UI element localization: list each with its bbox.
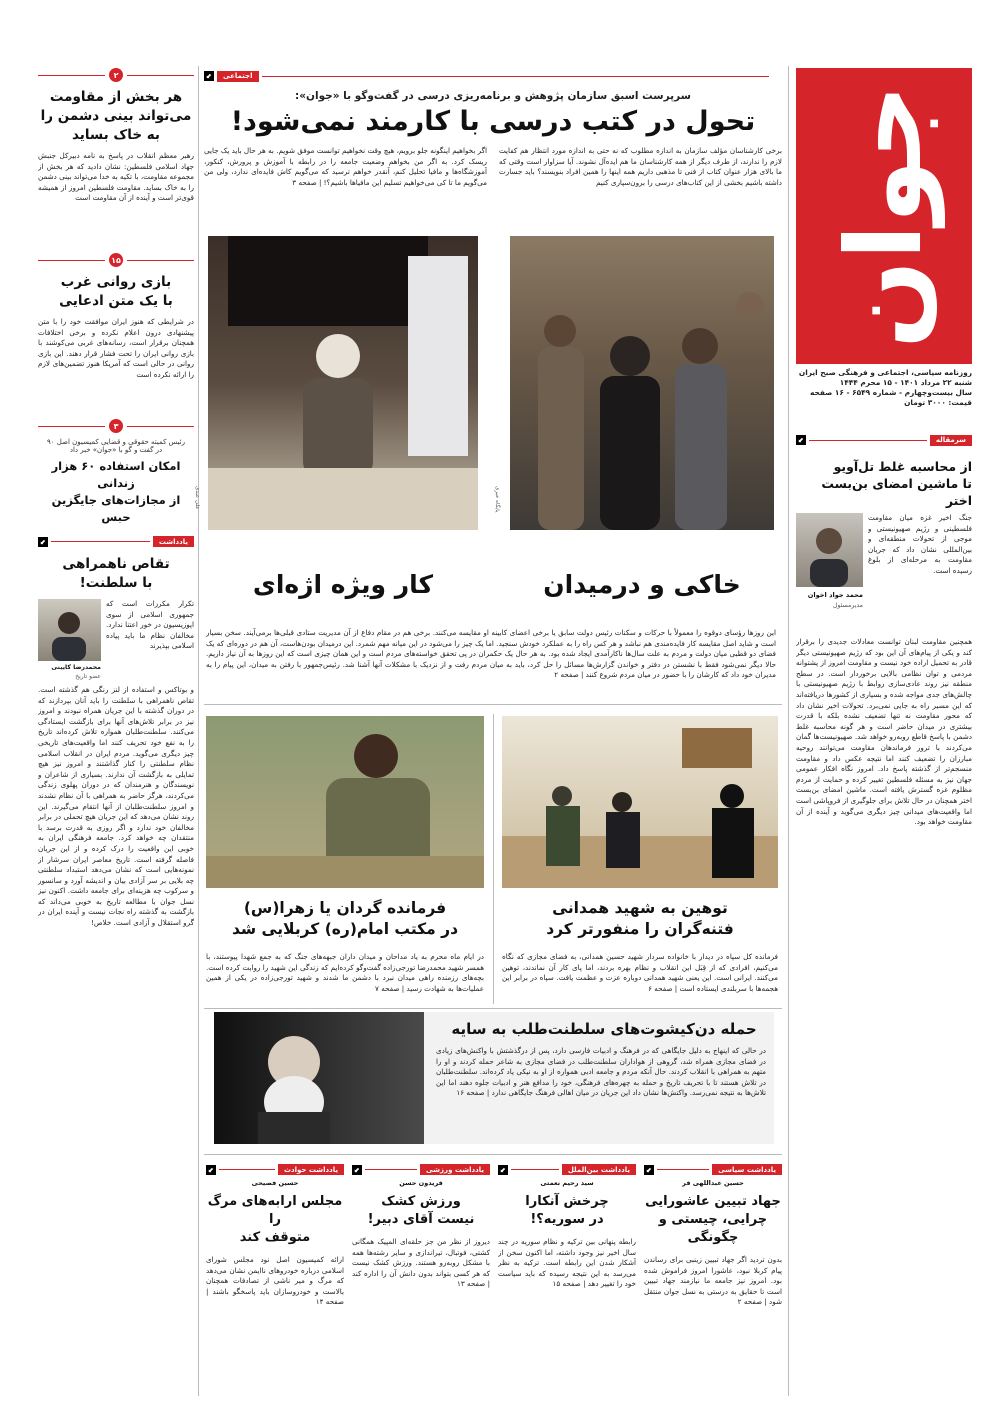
- story-chamran: [214, 1012, 774, 1144]
- raisi-text: این روزها رؤسای دوقوه را معمولاً با حرکات و سکنات رئیس دولت سابق یا برخی اعضای کابینه او مقایسه می‌کنند. برخی هم در مقام دفاع از آن مدیریت ستادی قبلی‌ها برمی‌آیند. سخن بسیار است و شاید اصل مقایسه کار فایده‌مندی هم نباشد و هر کس راه را به عملکرد خودش سنجید. اما یک چیز را می‌شود در این میانه مهم شمرد. این درمیدان بودن‌هاست، آن هم در دوره‌ای که یک فضای دو قطبی میان دولت و مردم به علت سال‌ها ناکارآمدی ایجاد شده بود. به هر حال یک حکمران در پی تحقق خواسته‌های مردم است و این همان چیزی است که این روزها به آن نیاز داریم. حالا دیگر نمی‌شود فقط با نشستن در دفتر و خواندن گزارش‌ها مسائل را حل کرد، باید به میان مردم رفت و از نزدیک با مشکلات آنها آشنا شد. رئیس‌جمهور با رفتن به میدان، این پیام را به مدیران خود داد که کارشان را با حضور در میان مردم شروع کنند | صفحه ۲: [206, 628, 776, 680]
- left-column: ۲ هر بخش از مقاومت می‌تواند بینی دشمن را به خاک بساید رهبر معظم انقلاب در پاسخ به نامه دبیرکل جنبش جهاد اسلامی فلسطین: نشان دادید که هر بخش از مجموعه مقاومت، با تکیه به خدا می‌تواند بینی دشمن را به خاک بساید. مقاومت فلسطین امروز از همیشه قوی‌تر است و آینده از آن مقاومت است ۱۵ بازی روانی غرب با یک متن ادعایی در شرایطی که هنوز ایران موافقت خود را با متن پیشنهادی درون اعلام نکرده و برخی اختلافات همچنان برقرار است، رسانه‌های غربی می‌کوشند با بازی روانی ایران را تحت فشار قرار دهند. این بازی روانی در حالی است که آمریکا هنوز تضمین‌های لازم را ارائه نکرده است ۳ رئیس کمیته حقوقی و قضایی کمیسیون اصل ۹۰ در گفت و گو با «جوان» خبر داد امکان استفاده ۶۰ هزار زندانی از مجازات‌های جایگزین حبس یادداشت ⬋ تقاص ناهمراهی با سلطنت! تکرار مکررات است که جمهوری اسلامی از سوی اپوزیسیون در خور اعتنا ندارد. مخالفان نظام ما باید پیاده اسلامی بپذیرند محمدرضا کایینی عضو تاریخ و بوتاکس و استفاده از لنز رنگی هم گذشته است. تقاص ناهمراهی با سلطنت را باید آنان بپردازند که در دوران گذشته با این جریان همراه نبودند و امروز نیز در برابر تلاش‌های آنها برای بازگشت ایستادگی می‌کنند. سلطنت‌طلبان همواره تلاش کرده‌اند تاریخ را به نفع خود تحریف کنند اما واقعیت‌های تاریخی چیز دیگری می‌گوید. مردم ایران در انقلاب اسلامی نظام سلطنتی را کنار گذاشتند و امروز نیز هیچ تمایلی به بازگشت آن ندارند. بسیاری از شاعران و نویسندگان و هنرمندان که در دوران پهلوی زندگی می‌کردند، هرگز حاضر به همراهی با آن نظام نشدند و امروز سلطنت‌طلبان از آنها انتقام می‌گیرند. این روند نشان می‌دهد که این جریان هیچ تحملی در برابر مخالفان خود ندارد و اگر روزی به قدرت برسد با منتقدان چه خواهد کرد. جامعه فرهنگی ایران به خوبی این واقعیت را درک کرده و از این جریان فاصله گرفته است. تاریخ معاصر ایران سرشار از نمونه‌هایی است که نشان می‌دهد استبداد سلطنتی چه بلایی بر سر آزادی بیان و اندیشه آورد و سانسور و سرکوب چه هزینه‌ای برای جامعه داشت. اکنون نیز نسل جوان با مطالعه تاریخ به خوبی می‌داند که بازگشت به گذشته راه نجات نیست و آینده ایران در گرو استقلال و آزادی است. خلاص!: [38, 68, 194, 1398]
- author-name: محمد جواد اخوان: [807, 591, 863, 599]
- photo-raisi-credit: پایگاه خبری: [494, 486, 500, 513]
- photo-raisi-caption: خاکی و درمیدان: [543, 570, 741, 599]
- note-author-photo: [38, 599, 101, 661]
- author-role: مدیرمسئول: [832, 602, 863, 609]
- photo-raisi: [510, 236, 774, 530]
- crowd-photo-icon: [510, 236, 774, 530]
- photo-hamedani: [502, 716, 778, 888]
- soldier-photo-icon: [206, 716, 484, 888]
- masthead: [796, 68, 972, 420]
- meeting-photo-icon: [502, 716, 778, 888]
- story-hamedani-headline: توهین به شهید همدانی فتنه‌گران را منفورتر کرد: [546, 899, 734, 938]
- person-icon: [38, 599, 101, 661]
- editorial-tagrow: [796, 434, 972, 446]
- story-hamedani-text: فرمانده کل سپاه در دیدار با خانواده سردار شهید حسین همدانی، به فضای مجازی که نگاه می‌کنیم، افرادی که از قِبَل این انقلاب و نظام بهره بردند، اما پای کار آن نماندند، توهین می‌کنند. ایرانی است. این یعنی شهید همدانی دوباره عزت و عظمت یافت. سپاه در برابر این هجمه‌ها با سربلندی ایستاده است | صفحه ۶: [502, 952, 778, 993]
- photo-ejei-caption: کار ویژه اژه‌ای: [252, 570, 434, 599]
- masthead-logo: جوان: [823, 83, 945, 349]
- note-tag: یادداشت: [153, 536, 194, 547]
- photo-right-block: [494, 236, 774, 618]
- arrow-icon: ⬋: [352, 1165, 362, 1175]
- bottom-note-1: یادداشت سیاسی ⬋ حسین عبداللهی فر جهاد تبیین عاشورایی چرایی، چیستی و چگونگی بدون تردید اگر جهاد تبیین زینبی برای رساندن پیام کربلا نبود، عاشورا امروز فراموش شده بود. امروز نیز جامعه ما نیازمند جهاد تبیین است تا حقایق به درستی به نسل جوان منتقل شود | صفحه ۲: [644, 1165, 782, 1307]
- top-story-tag: اجتماعی: [217, 71, 259, 82]
- portrait-photo-icon: [214, 1012, 424, 1144]
- masthead-issue: سال بیست‌وچهارم - شماره ۶۵۴۹ - ۱۶ صفحه: [810, 388, 972, 397]
- photo-zahra: [206, 716, 484, 888]
- editorial-text-short: جنگ اخیر غزه میان مقاومت فلسطینی و رژیم صهیونیستی و موجی از تحولات منطقه‌ای و بین‌المللی نشان داد که جریان مقاومت به مرحله‌ای از بلوغ رسیده است.: [868, 513, 972, 575]
- masthead-logo-block: [796, 68, 972, 364]
- story-zahra: [206, 716, 484, 1006]
- arrow-icon: ⬋: [498, 1165, 508, 1175]
- photo-ejei: [208, 236, 478, 530]
- story-zahra-headline: فرمانده گردان یا زهرا(س) در مکتب امام(ره) کربلایی شد: [231, 899, 459, 938]
- masthead-price: قیمت: ۳۰۰۰ تومان: [904, 398, 972, 407]
- bottom-note-3: یادداشت ورزشی ⬋ فریدون حسن ورزش کشک نیست آقای دبیر! دیروز از نظر من جز حلقه‌ای المپیک همگانی کشتی، فوتبال، تیراندازی و سایر رشته‌ها همه با مشکل روبه‌رو هستند. ورزش کشک نیست که هر کسی بتواند بدون دانش آن را اداره کند | صفحه ۱۳: [352, 1165, 490, 1289]
- top-story-headline: تحول در کتب درسی با کارمند نمی‌شود!: [230, 106, 756, 137]
- page-badge: ۳: [109, 419, 123, 433]
- story-chamran-headline: حمله دن‌کیشوت‌های سلطنت‌طلب به سایه: [451, 1020, 757, 1038]
- arrow-icon: ⬋: [796, 435, 806, 445]
- top-story: [204, 70, 782, 210]
- editorial-tag: سرمقاله: [930, 435, 972, 446]
- bottom-row: [204, 1164, 782, 1400]
- author-photo: [796, 513, 863, 587]
- masthead-desc: روزنامه سیاسی، اجتماعی و فرهنگی صبح ایران: [798, 368, 972, 377]
- story-zahra-text: در ایام ماه محرم به یاد مداحان و میدان داران جبهه‌های جنگ که به جمع شهدا پیوستند، با همسر شهید محمدرضا تورجی‌زاده گفت‌وگو کرده‌ایم که زندگی این شهید را روایت کرده است. بچه‌های رزمنده راهی میدان نبرد با دشمن ما شدند و شهید تورجی‌زاده در یکی از همین عملیات‌ها به شهادت رسید | صفحه ۷: [206, 952, 484, 993]
- bottom-note-4: یادداشت حوادث ⬋ حسین فصیحی مجلس ارابه‌های مرگ را متوقف کند ارائه کمیسیون اصل نود مجلس شورای اسلامی درباره خودروهای ناایمن نشان می‌دهد که مرگ و میر ناشی از تصادفات همچنان بالاست و خودروسازان باید پاسخگو باشند | صفحه ۱۴: [206, 1165, 344, 1307]
- person-icon: [796, 513, 863, 587]
- arrow-icon: ⬋: [204, 71, 214, 81]
- bottom-note-2: یادداشت بین‌الملل ⬋ سید رحیم نعمتی چرخش آنکارا در سوریه؟! رابطه پنهانی بین ترکیه و نظام سوریه در چند سال اخیر نیز وجود داشته، اما اکنون سخن از آشکار شدن این رابطه است. ترکیه به نظر می‌رسد به این نتیجه رسیده که باید سیاست خود را تغییر دهد | صفحه ۱۵: [498, 1165, 636, 1289]
- office-photo-icon: [208, 236, 478, 530]
- story-chamran-text: در حالی که اینهاج به دلیل جایگاهی که در فرهنگ و ادبیات فارسی دارد، پس از درگذشتش با واکنش‌های زیادی در فضای مجازی همراه شد، گروهی از هواداران سلطنت‌طلب در فضای مجازی به شاعر حمله کردند و او را متهم به همراهی با انقلاب کردند. حال آنکه مردم و جامعه ادبی همواره از او به نیکی یاد کرده‌اند. سلطنت‌طلبان در تلاش هستند تا با تحریف تاریخ و حمله به چهره‌های فرهنگی، خود را مدافع هنر و ادبیات جلوه دهند اما این تلاش‌ها به نتیجه نمی‌رسد. واکنش‌ها نشان داد این جریان در میان اهالی فرهنگ جایگاهی ندارد | صفحه ۱۶: [436, 1046, 766, 1098]
- editorial: [796, 434, 972, 1394]
- story-hamedani: [502, 716, 778, 1006]
- editorial-headline: از محاسبه غلط تل‌آویو تا ماشین امضای بن‌بست اختر: [821, 459, 972, 508]
- masthead-date: شنبه ۲۲ مرداد ۱۴۰۱ - ۱۵ محرم ۱۴۴۴: [839, 378, 972, 387]
- photo-ejei-credit: علی عبدی: [194, 486, 200, 510]
- photo-chamran: [214, 1012, 424, 1144]
- masthead-info: [796, 368, 972, 408]
- top-story-kicker: سرپرست اسبق سازمان پژوهش و برنامه‌ریزی درسی در گفت‌وگو با «جوان»:: [295, 90, 691, 102]
- editorial-text: همچنین مقاومت لبنان توانست معادلات جدیدی را برقرار کند و یکی از پیام‌های آن این بود که رژیم صهیونیستی دیگر قادر به تحمیل اراده خود نیست و مقاومت امروز از پشتوانه مردمی و توان نظامی بالایی برخوردار است. در سطح منطقه نیز روند عادی‌سازی روابط با رژیم صهیونیستی با چالش‌های جدی مواجه شده و بسیاری از کشورها دریافته‌اند که این مسیر راه به جایی نمی‌برد. تحولات اخیر نشان داد که محور مقاومت نه تنها تضعیف نشده بلکه با قدرت بیشتری در میدان حاضر است و هر گونه محاسبه غلط دشمن با پاسخ قاطع روبه‌رو خواهد شد. صهیونیست‌ها گمان می‌کردند با ترور فرماندهان مقاومت می‌توانند روحیه مبارزان را تضعیف کنند اما نتیجه عکس داد و مقاومت منسجم‌تر از گذشته پاسخ داد. امروز نگاه افکار عمومی جهان نیز به مسئله فلسطین تغییر کرده و حمایت از مردم مظلوم غزه گسترش یافته است. ماشین امضای بن‌بست اختر همچنان در حال تلاش برای جلوگیری از فروپاشی است اما واقعیت‌های میدانی چیز دیگری می‌گوید و آینده از آن مقاومت خواهد بود.: [796, 637, 972, 827]
- arrow-icon: ⬋: [206, 1165, 216, 1175]
- arrow-icon: ⬋: [38, 537, 48, 547]
- photo-left-block: [194, 236, 478, 618]
- page-badge: ۱۵: [109, 253, 123, 267]
- arrow-icon: ⬋: [644, 1165, 654, 1175]
- top-story-text-left: اگر بخواهیم اینگونه جلو برویم، هیچ وقت نخواهیم توانست موفق شویم. به هر حال باید یک جایی ریسک کرد. به اگر من بخواهم وضعیت جامعه را در رابطه با آموزش و پرورش، کنکور، آموزشگاه‌ها و مافیا تحلیل کنم، آنقدر خواهم ترسید که می‌گویم کاش فایده‌ای ندارد، ولی من می‌گویم ما تا کی می‌خواهیم تسلیم این مافیاها باشیم؟! | صفحه ۳: [204, 146, 487, 187]
- top-story-text-right: برخی کارشناسان مؤلف سازمان به اندازه مطلوب که نه حتی به اندازه مورد انتظار هم کفایت لازم را ندارند، از طرف دیگر از همه کارشناسان ما هم ایده‌آل نشوند. آیا سزاوار است وقتی که ما بالای هزار عنوان کتاب از فنی تا مذهبی داریم همه اینها را همین افراد بنویسند؟ باید جسارت داشته باشیم بخشی از این کتاب‌های درسی را برون‌سپاری کنیم: [499, 146, 782, 187]
- page-badge: ۲: [109, 68, 123, 82]
